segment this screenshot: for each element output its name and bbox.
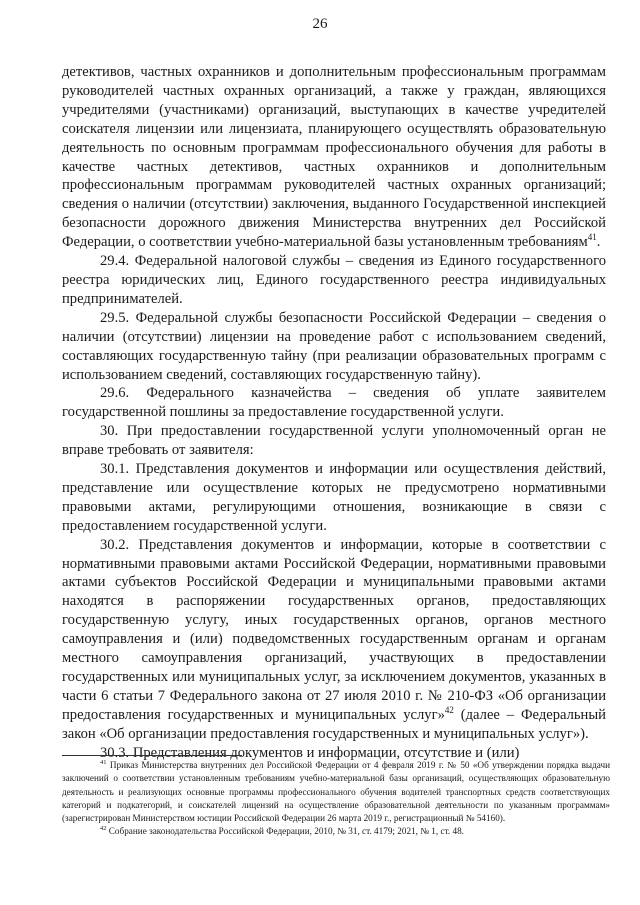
paragraph-29-4: 29.4. Федеральной налоговой службы – сведения из Единого государственного реестра юридических лиц, Единого государственного реестра индивидуальных предпринимателей. [62, 253, 606, 307]
paragraph-29-5: 29.5. Федеральной службы безопасности Российской Федерации – сведения о наличии (отсутствии) лицензии на проведение работ с использованием сведений, составляющих государственную тайну (при реализации образовательных программ с использованием сведений, составляющих государственную тайну). [62, 309, 606, 383]
paragraph-tail: (далее – Федеральный закон «Об организации предоставления государственных и муниципальных услуг»). [62, 706, 606, 742]
footnote-text: Приказ Министерства внутренних дел Российской Федерации от 4 февраля 2019 г. № 50 «Об утверждении порядка выдачи заключений о соответствии установленным требованиям учебно-материальной базы организаций, осуществляющих образовательную деятельность и реализующих основные программы профессионального обучения водителей транспортных средств соответствующих категорий и подкатегорий, и соискателей лицензий на осуществление образовательной деятельности по указанным программам» (зарегистрирован Министерством юстиции Российской Федерации 26 марта 2019 г., регистрационный № 54160). [62, 760, 610, 824]
footnote-41 [62, 759, 610, 825]
footnote-ref: 41 [587, 232, 597, 243]
paragraph-30-1: 30.1. Представления документов и информации или осуществления действий, представление или осуществление которых не предусмотрено нормативными правовыми актами, регулирующими отношения, возникающие в связи с предоставлением государственной услуги. [62, 461, 606, 534]
footnote-42 [62, 825, 610, 838]
paragraph-text: детективов, частных охранников и дополнительным профессиональным программам руководителей частных охранных организаций, а также у граждан, являющихся учредителями (участниками) организаций, выступающих в качестве учредителей соискателя лицензии или лицензиата, планирующего осуществлять образовательную деятельность по основным программам профессионального обучения для работы в качестве частных детективов, частных охранников и дополнительным профессиональным программам руководителей частных охранных организаций; сведения о наличии (отсутствии) заключения, выданного Государственной инспекцией безопасности дорожного движения Министерства внутренних дел Российской Федерации, о соответствии учебно-материальной базы установленным требованиям [62, 64, 606, 251]
footnote-number: 41 [100, 759, 107, 766]
body-text [62, 63, 606, 763]
footnote-text: Собрание законодательства Российской Федерации, 2010, № 31, ст. 4179; 2021, № 1, ст. 48. [108, 826, 464, 837]
paragraph-tail: . [596, 234, 601, 251]
paragraph-text: 30.2. Представления документов и информации, которые в соответствии с нормативными правовыми актами Российской Федерации, нормативными правовыми актами субъектов Российской Федерации и муниципальными правовыми актами находятся в распоряжении государственных органов, предоставляющих государственную услугу, иных государственных органов, органов местного самоуправления и (или) подведомственных государственным органам и органам местного самоуправления организаций, участвующих в предоставлении государственных или муниципальных услуг, за исключением документов, указанных в части 6 статьи 7 Федерального закона от 27 июля 2010 г. № 210-ФЗ «Об организации предоставления государственных и муниципальных услуг» [62, 536, 606, 723]
paragraph-30-2 [62, 536, 606, 744]
paragraph-30: 30. При предоставлении государственной услуги уполномоченный орган не вправе требовать от заявителя: [62, 423, 606, 459]
paragraph-continuation [62, 63, 606, 252]
footnote-number: 42 [100, 825, 107, 833]
paragraph-29-6: 29.6. Федерального казначейства – сведения об уплате заявителем государственной пошлины за предоставление государственной услуги. [62, 385, 606, 421]
page-number: 26 [312, 16, 328, 32]
paragraph-30-3: 30.3. Представления документов и информации, отсутствие и (или) [100, 744, 520, 761]
footnote-ref: 42 [444, 704, 454, 715]
footnotes [62, 759, 610, 839]
footnote-separator [62, 755, 242, 756]
